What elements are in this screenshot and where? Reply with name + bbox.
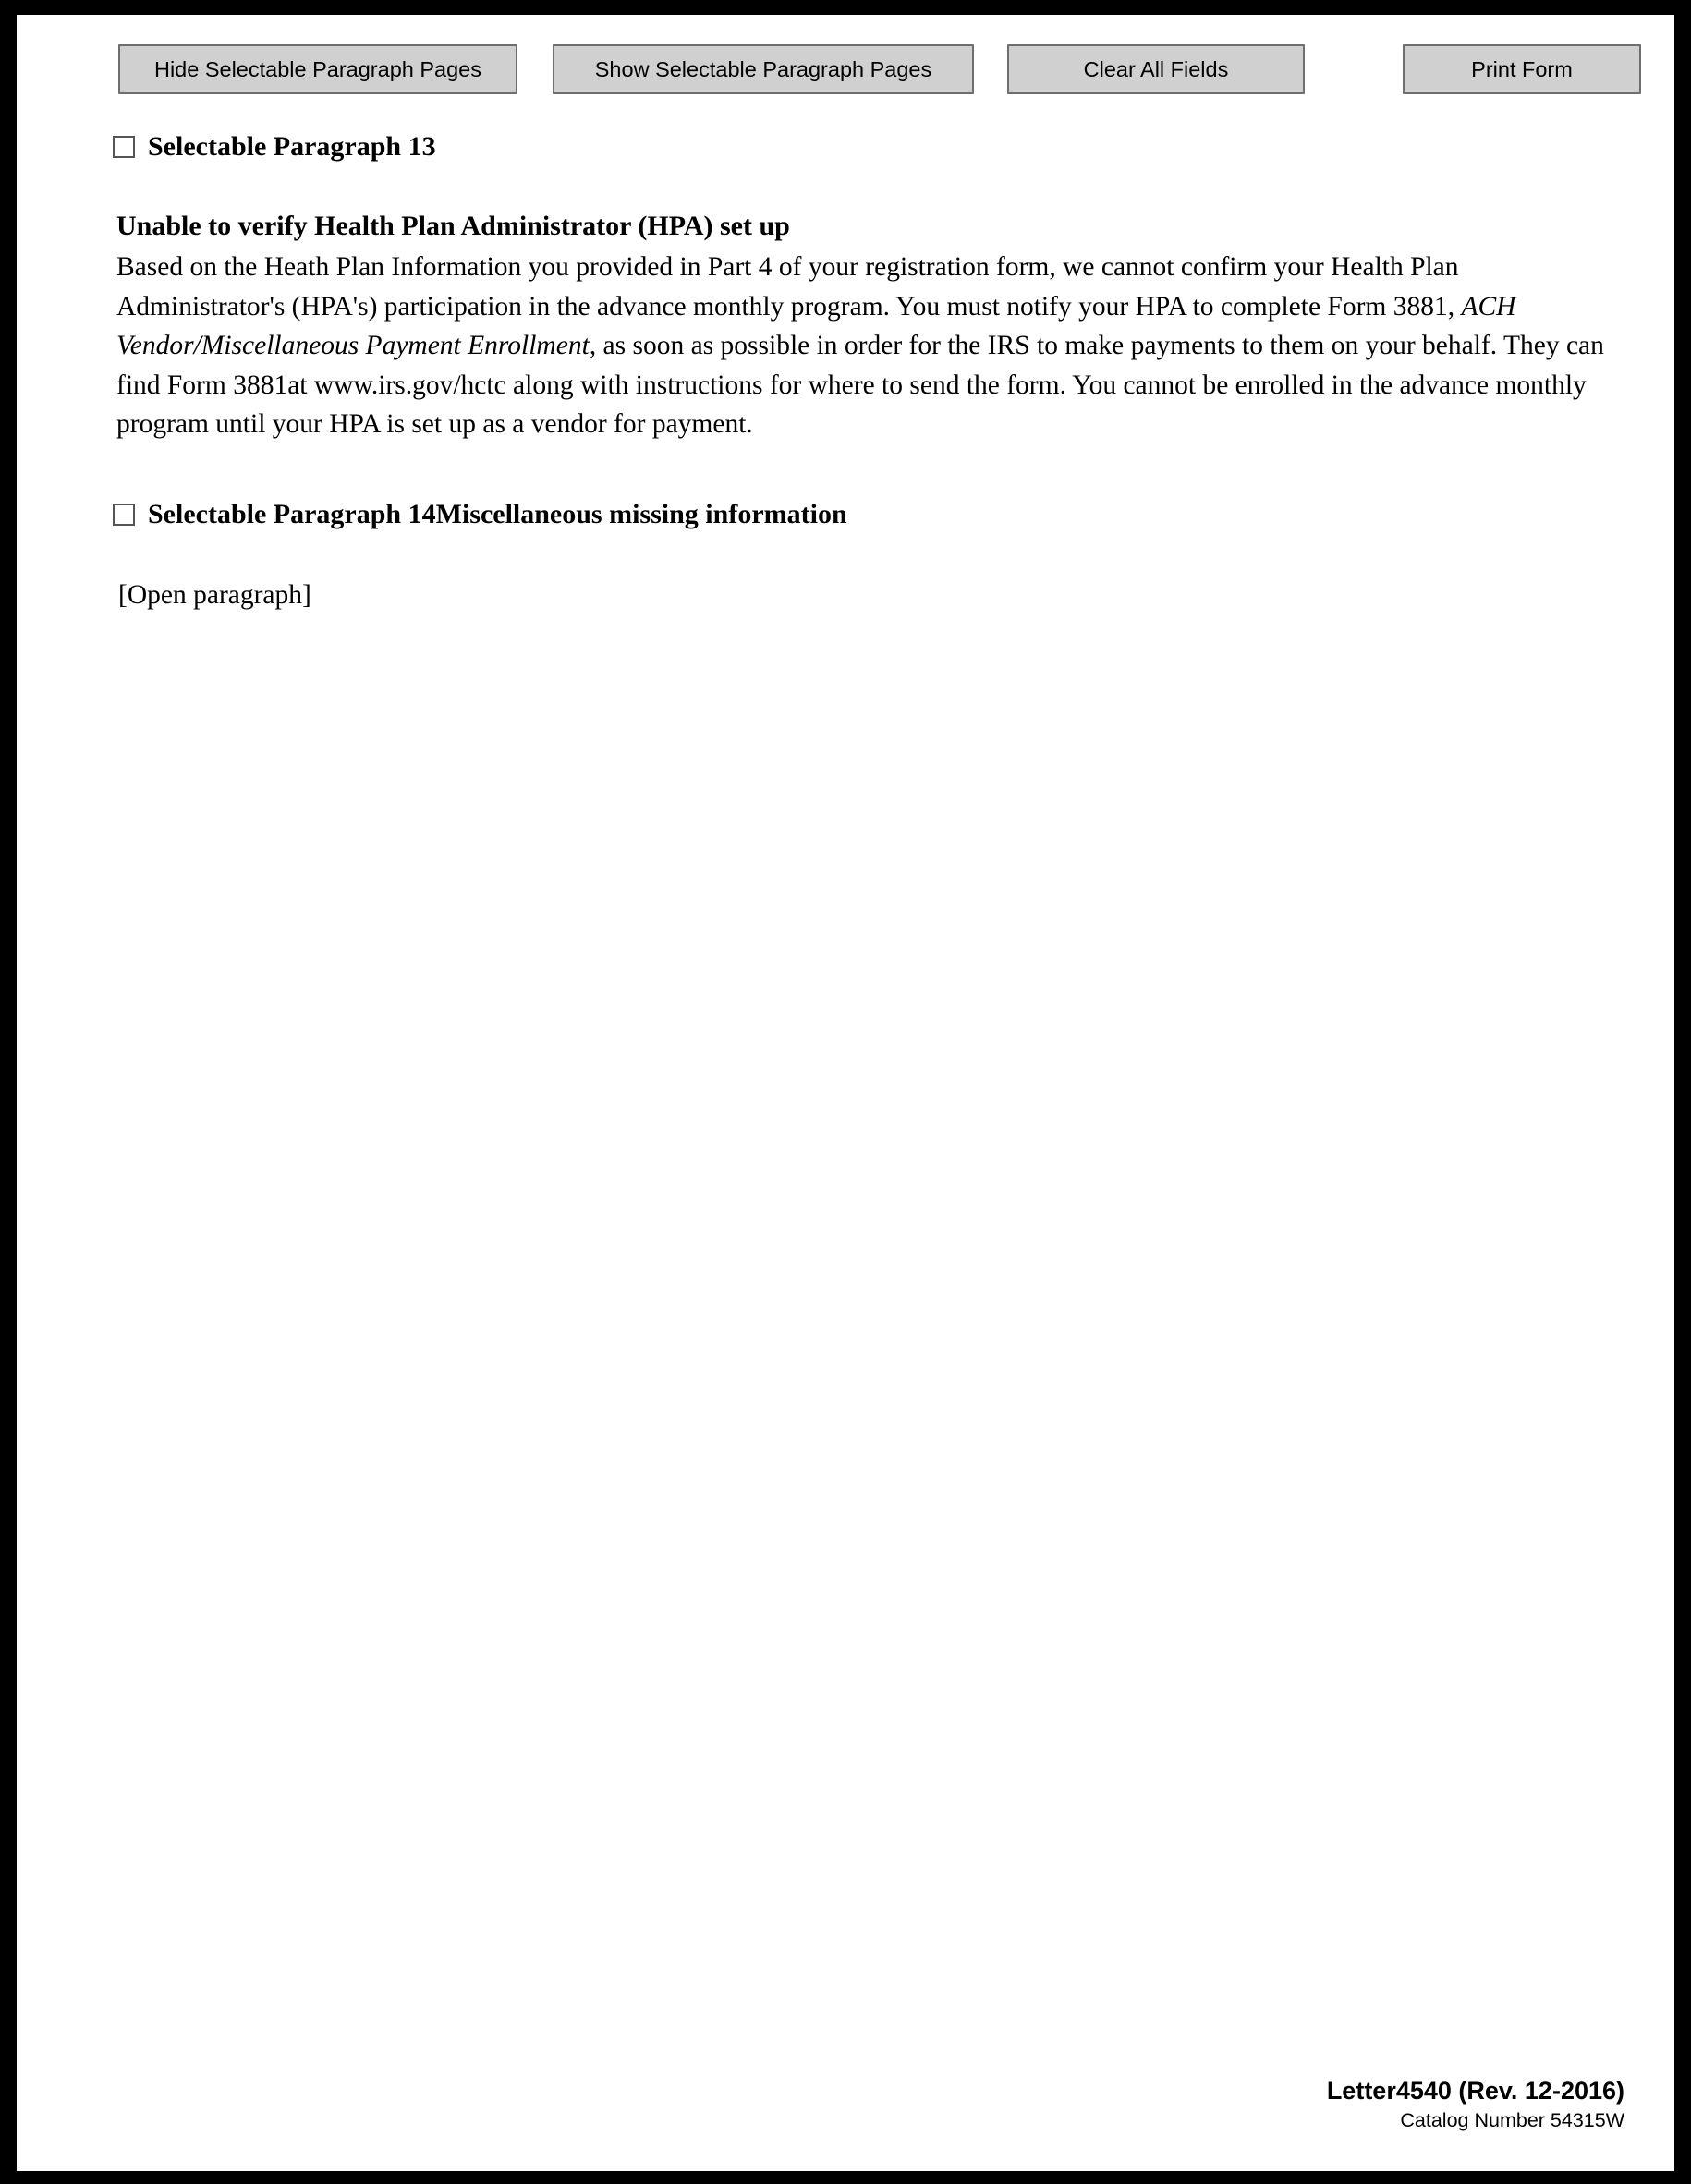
catalog-number: Catalog Number 54315W bbox=[1400, 2109, 1624, 2131]
selectable-paragraph-14-description: Miscellaneous missing information bbox=[435, 499, 847, 529]
clear-all-fields-button[interactable]: Clear All Fields bbox=[1007, 44, 1305, 94]
selectable-paragraph-14-checkbox[interactable] bbox=[113, 504, 135, 526]
document-content bbox=[17, 15, 1674, 2171]
document-footer bbox=[1327, 2075, 1624, 2134]
document-page bbox=[17, 15, 1674, 2171]
hide-selectable-paragraph-pages-button[interactable]: Hide Selectable Paragraph Pages bbox=[118, 44, 517, 94]
paragraph-13-body bbox=[116, 248, 1613, 444]
form-number: Letter4540 (Rev. 12-2016) bbox=[1326, 2077, 1624, 2105]
paragraph-13-body-italic: ACH Vendor/Miscellaneous Payment Enrollment, bbox=[116, 291, 1516, 360]
selectable-paragraph-13-checkbox[interactable] bbox=[113, 136, 135, 158]
selectable-paragraph-14-label: Selectable Paragraph 14 bbox=[148, 499, 436, 529]
paragraph-13-body-part2: as soon as possible in order for the IRS to make payments to them on your behalf. They can find Form 3881at www.irs.gov/hctc along with instructions for where to send the form. You cannot be enrolled in the advance monthly program until your HPA is set up as a vendor for payment. bbox=[116, 331, 1604, 439]
open-paragraph-field[interactable]: [Open paragraph] bbox=[118, 580, 311, 610]
paragraph-13-title: Unable to verify Health Plan Administrator (HPA) set up bbox=[116, 211, 790, 241]
show-selectable-paragraph-pages-button[interactable]: Show Selectable Paragraph Pages bbox=[553, 44, 974, 94]
print-form-button[interactable]: Print Form bbox=[1403, 44, 1641, 94]
paragraph-13-body-part1: Based on the Heath Plan Information you provided in Part 4 of your registration form, we cannot confirm your Health Plan Administrator's (HPA's) participation in the advance monthly program. You must notify your HPA to complete Form 3881, bbox=[116, 252, 1462, 322]
selectable-paragraph-14-row[interactable] bbox=[113, 497, 847, 532]
selectable-paragraph-13-label: Selectable Paragraph 13 bbox=[148, 131, 436, 162]
selectable-paragraph-13-row[interactable] bbox=[113, 129, 436, 164]
